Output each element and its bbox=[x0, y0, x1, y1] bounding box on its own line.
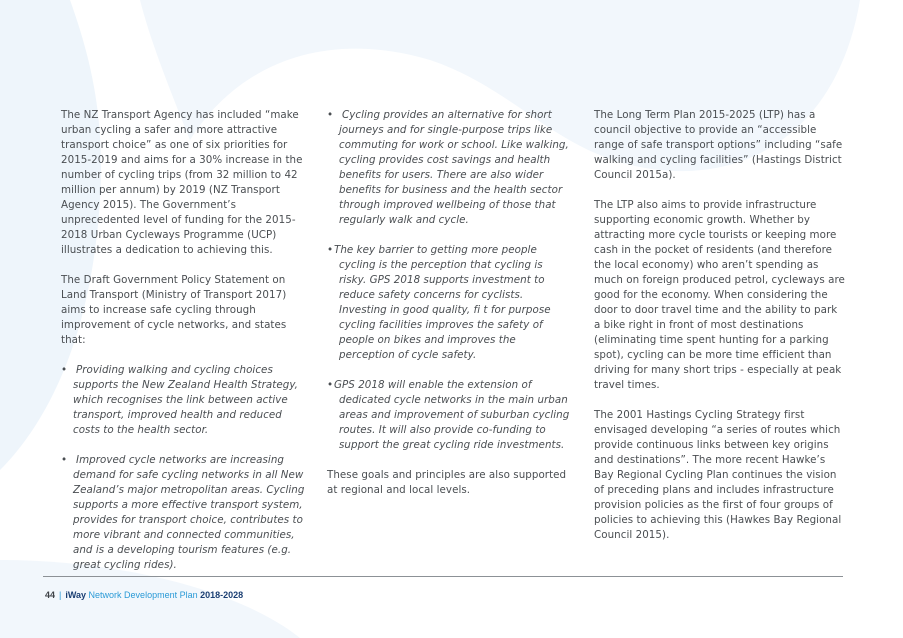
bullet-icon: • bbox=[61, 454, 68, 466]
bullet-text: The key barrier to getting more people cycling is the perception that cycling is risky. GPS 2018 supports investment to reduce safety concerns for cyclists. Investing in good quality, fi t for purpose cycling facilities improves the safety of people on bikes and improves the perception of cycle safety. bbox=[334, 244, 551, 361]
footer-separator: | bbox=[59, 590, 62, 600]
bullet-icon: • bbox=[327, 109, 334, 121]
bullet-cycle-networks bbox=[61, 453, 311, 573]
page-footer bbox=[45, 590, 243, 600]
paragraph-long-term-plan: The Long Term Plan 2015-2025 (LTP) has a council objective to provide an “accessible range of safe transport options” including “safe walking and cycling facilities” (Hastings District Council 2015a). bbox=[594, 109, 843, 181]
paragraph-draft-gps: The Draft Government Policy Statement on Land Transport (Ministry of Transport 2017) aims to increase safe cycling through improvement of cycle networks, and states that: bbox=[61, 274, 287, 346]
bullet-icon: • bbox=[327, 244, 334, 256]
page-number: 44 bbox=[45, 590, 56, 600]
footer-divider bbox=[43, 576, 843, 577]
bullet-cycling-alternative bbox=[327, 108, 572, 228]
paragraph-economic-growth: The LTP also aims to provide infrastructure supporting economic growth. Whether by attracting more cycle tourists or keeping more cash in the pocket of residents (and therefore the local economy) who aren’t spending as much on foreign produced petrol, cycleways are good for the economy. When considering the door to door travel time and the ability to park a bike right in front of most destinations (eliminating time spent hunting for a parking spot), cycling can be more time efficient than driving for many short trips - especially at peak travel times. bbox=[594, 199, 845, 391]
paragraph-hastings-strategy: The 2001 Hastings Cycling Strategy first envisaged developing “a series of routes which provide continuous links between key origins and destinations”. The more recent Hawke’s Bay Regional Cycling Plan continues the vision of preceding plans and includes infrastructure provision policies as the first of four groups of policies to achieving this (Hawkes Bay Regional Council 2015). bbox=[594, 409, 842, 541]
column-left bbox=[61, 108, 311, 573]
footer-brand: iWay bbox=[65, 590, 87, 600]
column-middle bbox=[327, 108, 572, 498]
bullet-text: Cycling provides an alternative for short journeys and for single-purpose trips like commuting for work or school. Like walking, cycling provides cost savings and health benefits for users. There are also wider benefits for business and the health sector through improved wellbeing of those that regularly walk and cycle. bbox=[339, 109, 569, 226]
bullet-text: GPS 2018 will enable the extension of dedicated cycle networks in the main urban areas and improvement of suburban cycling routes. It will also provide co-funding to support the great cycling ride investments. bbox=[334, 379, 570, 451]
column-right bbox=[594, 108, 846, 543]
paragraph-goals-principles: These goals and principles are also supported at regional and local levels. bbox=[327, 469, 567, 496]
bullet-health-strategy bbox=[61, 363, 311, 438]
bullet-gps-extension bbox=[327, 378, 572, 453]
bullet-text: Providing walking and cycling choices supports the New Zealand Health Strategy, which recognises the link between active transport, improved health and reduced costs to the health sector. bbox=[73, 364, 299, 436]
paragraph-nzta-priorities: The NZ Transport Agency has included “make urban cycling a safer and more attractive transport choice” as one of six priorities for 2015-2019 and aims for a 30% increase in the number of cycling trips (from 32 million to 42 million per annum) by 2019 (NZ Transport Agency 2015). The Government’s unprecedented level of funding for the 2015-2018 Urban Cycleways Programme (UCP) illustrates a dedication to achieving this. bbox=[61, 109, 303, 256]
bullet-icon: • bbox=[327, 379, 334, 391]
bullet-text: Improved cycle networks are increasing demand for safe cycling networks in all New Zealand’s major metropolitan areas. Cycling supports a more effective transport system, provides for transport choice, contributes to more vibrant and connected communities, and is a developing tourism features (e.g. great cycling rides). bbox=[73, 454, 305, 571]
bullet-key-barrier bbox=[327, 243, 572, 363]
footer-years: 2018-2028 bbox=[200, 590, 244, 600]
bullet-icon: • bbox=[61, 364, 68, 376]
footer-document-title: Network Development Plan bbox=[88, 590, 198, 600]
